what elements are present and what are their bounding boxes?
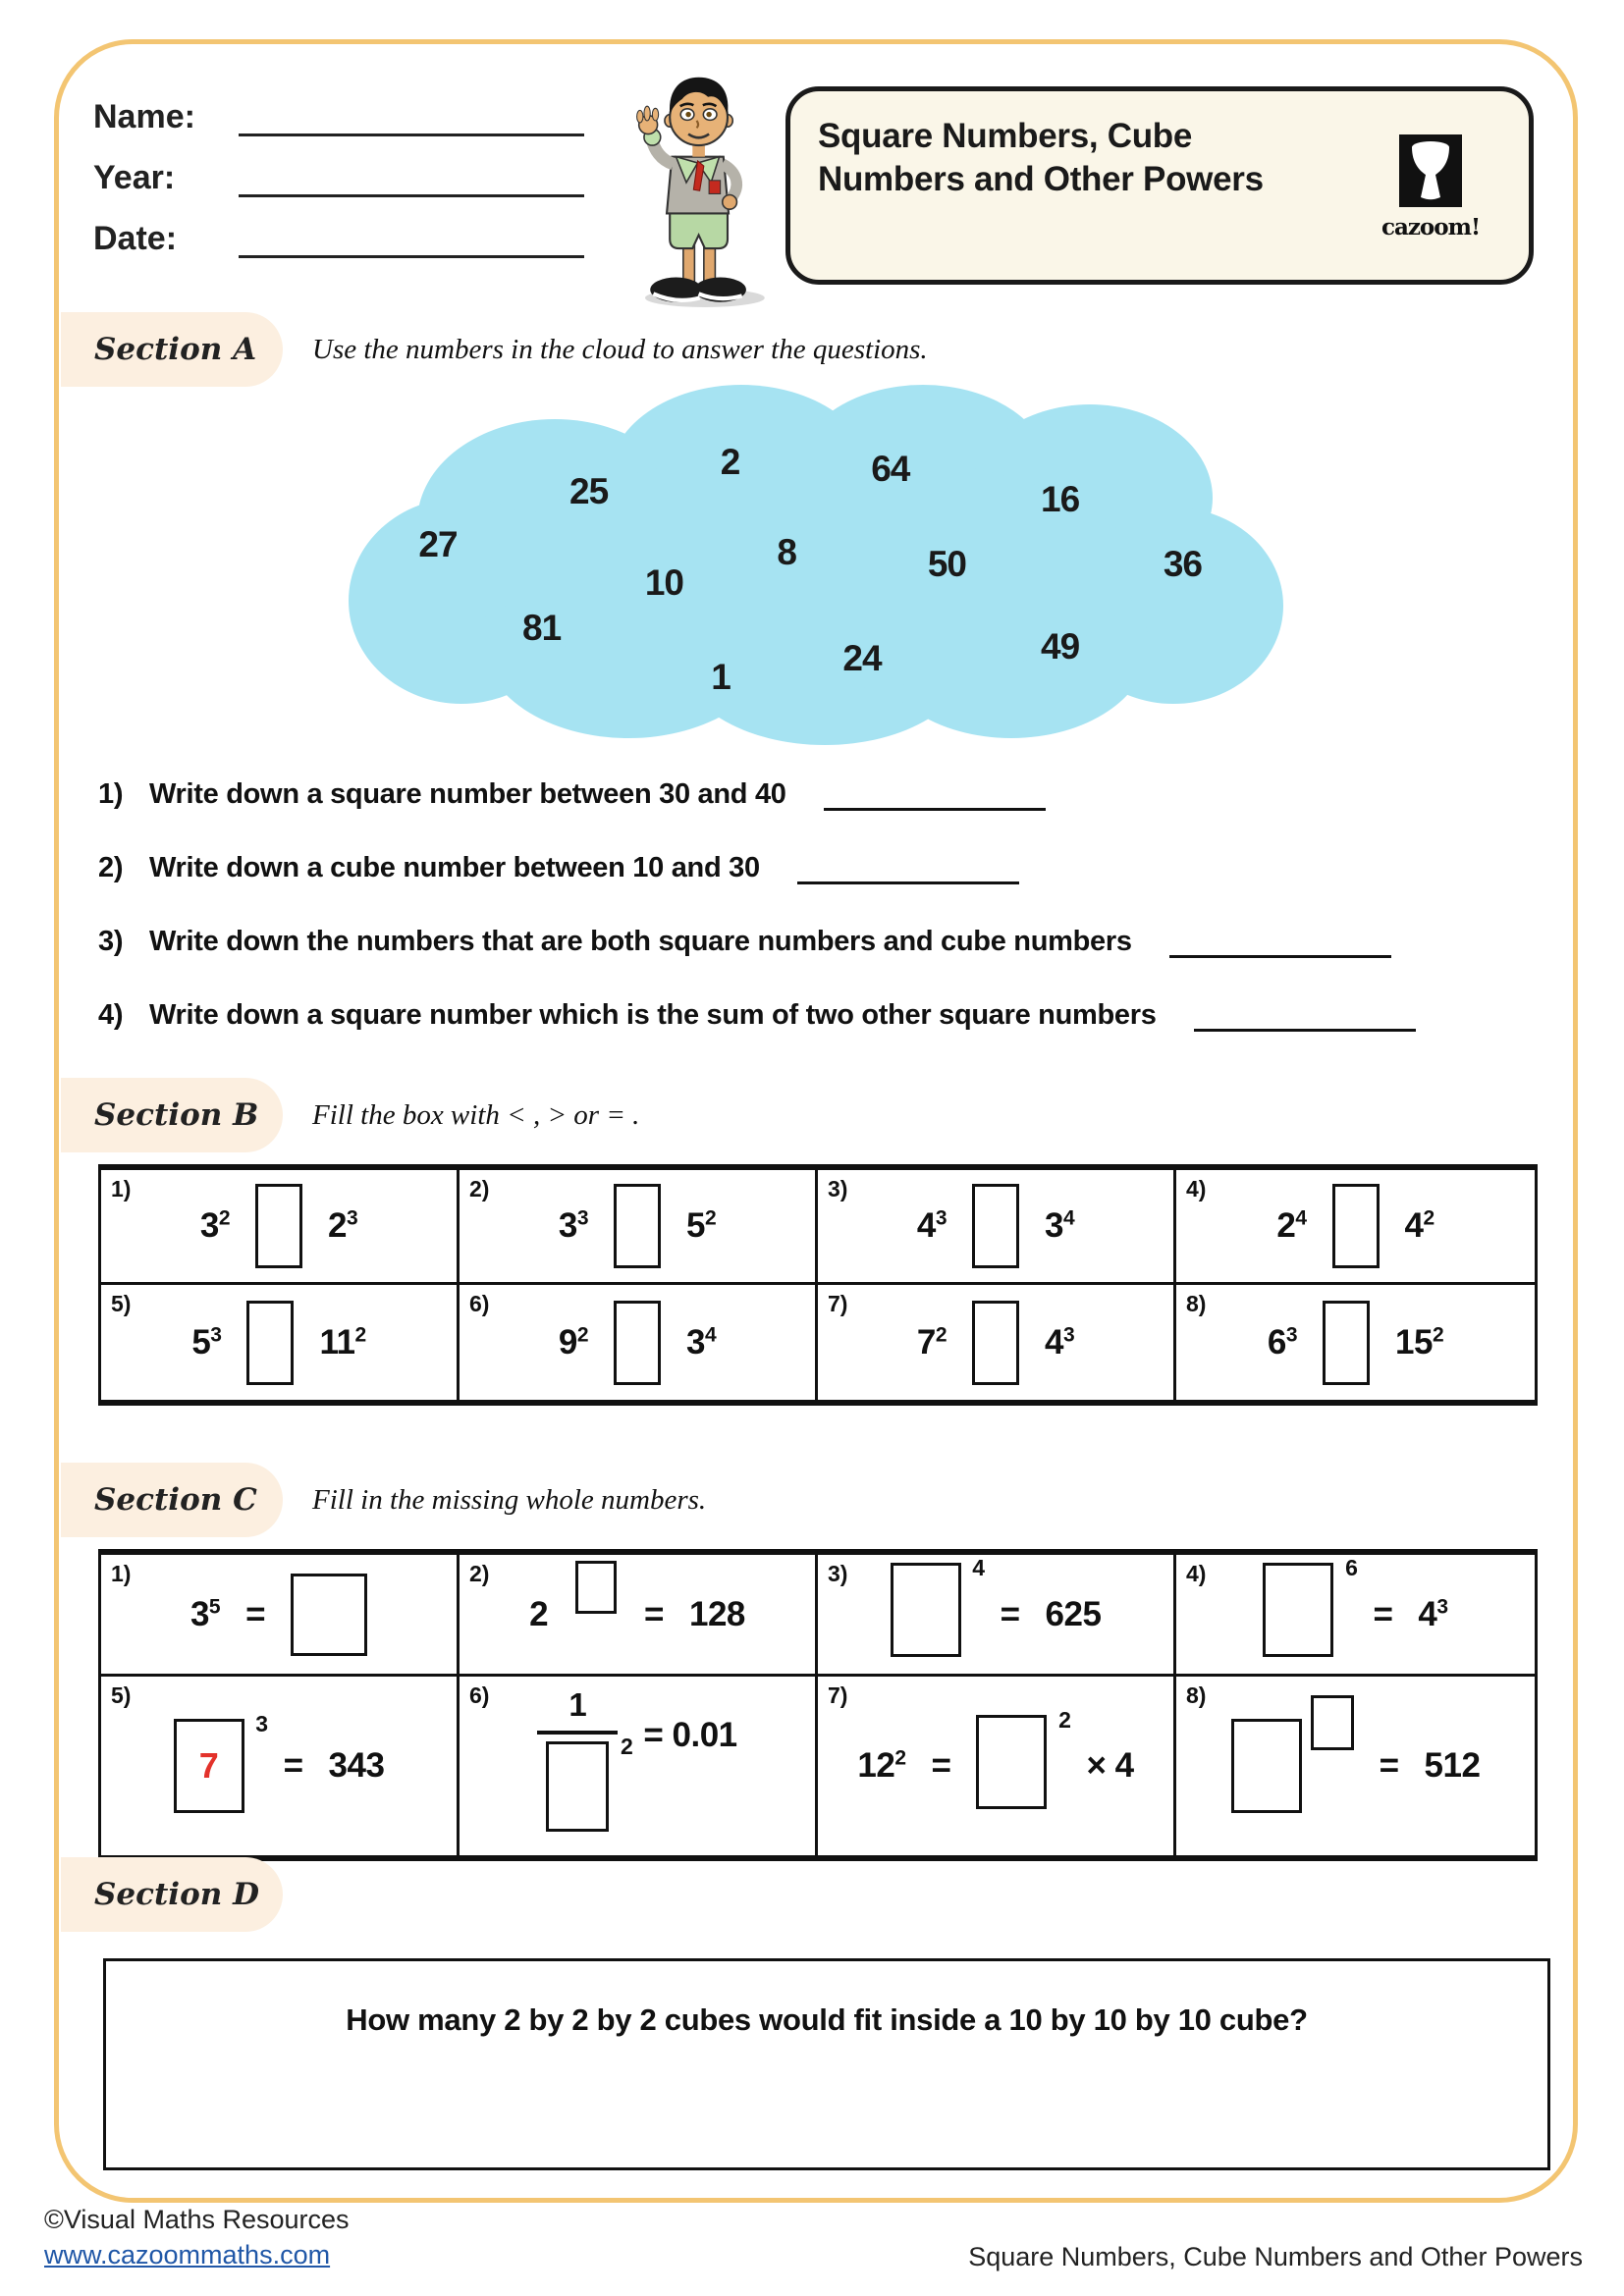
box-power: 2 [546, 1741, 609, 1841]
question-number: 1) [98, 778, 124, 810]
right-power: $3^4$ [1045, 1206, 1075, 1245]
answer-line-4[interactable] [1194, 1002, 1416, 1032]
comparison-answer-box[interactable] [246, 1301, 294, 1385]
section-b-band [61, 1078, 283, 1152]
section-c-problem-5 [101, 1677, 460, 1855]
cloud-number-16: 16 [1041, 479, 1080, 520]
cloud-number-2: 2 [720, 441, 740, 482]
problem-number: 2) [469, 1176, 490, 1201]
equals-sign: = [644, 1594, 664, 1633]
exponent-answer-box[interactable] [1311, 1695, 1354, 1750]
base-number: 2 [529, 1594, 549, 1633]
equals-sign: = [643, 1716, 664, 1754]
section-c-band [61, 1463, 283, 1537]
problem-number: 4) [1186, 1561, 1207, 1586]
section-c-table [98, 1549, 1538, 1861]
right-power: $4^2$ [1404, 1206, 1435, 1245]
equals-sign: = [283, 1746, 303, 1785]
problem-number: 8) [1186, 1291, 1207, 1316]
comparison-expression [1176, 1170, 1535, 1282]
section-a-band [61, 312, 283, 387]
section-b-problem [818, 1170, 1176, 1285]
section-c-problem-3 [818, 1555, 1176, 1677]
section-b-problem [818, 1285, 1176, 1400]
comparison-expression [818, 1285, 1173, 1400]
header-field-date [93, 220, 584, 281]
section-c-instruction: Fill in the missing whole numbers. [312, 1484, 707, 1516]
date-input-line[interactable] [239, 225, 584, 258]
question-text: Write down a square number which is the sum of two other square numbers [149, 999, 1157, 1031]
footer-worksheet-title: Square Numbers, Cube Numbers and Other Powers [968, 2242, 1583, 2271]
question-number: 3) [98, 926, 124, 957]
section-b-problem [1176, 1170, 1535, 1285]
result-value: 625 [1045, 1594, 1102, 1633]
answer-line-3[interactable] [1169, 929, 1391, 958]
cazoom-drum-icon [1399, 134, 1462, 207]
result-value: 343 [328, 1746, 385, 1785]
footer-website-link[interactable]: www.cazoommaths.com [44, 2240, 331, 2269]
problem-number: 3) [828, 1561, 848, 1586]
name-input-line[interactable] [239, 103, 584, 136]
cloud-number-10: 10 [644, 561, 683, 603]
section-d-answer-box[interactable] [103, 1958, 1550, 2170]
section-a-questions [98, 778, 1551, 1083]
section-d-band [61, 1857, 283, 1932]
filled-answer: 7 [198, 1745, 219, 1786]
right-power: $2^3$ [328, 1206, 358, 1245]
answer-box[interactable] [291, 1574, 367, 1656]
right-power: $5^2$ [686, 1206, 717, 1245]
exponent-answer-box[interactable] [575, 1561, 617, 1614]
problem-number: 5) [111, 1291, 132, 1316]
cloud-number-36: 36 [1163, 543, 1202, 584]
problem-number: 2) [469, 1561, 490, 1586]
answer-box[interactable] [891, 1563, 961, 1657]
cloud-number-50: 50 [927, 543, 966, 584]
problem-number: 8) [1186, 1682, 1207, 1708]
cloud-number-64: 64 [871, 449, 910, 490]
footer-copyright: ©Visual Maths Resources [44, 2205, 350, 2234]
question-number: 4) [98, 999, 124, 1031]
box-power: 2 [976, 1715, 1047, 1818]
problem-number: 5) [111, 1682, 132, 1708]
date-label: Date: [93, 220, 178, 257]
section-b-problem [460, 1170, 818, 1285]
section-c-problem-6 [460, 1677, 818, 1855]
section-d-question: How many 2 by 2 by 2 cubes would fit inside a 10 by 10 by 10 cube? [346, 2002, 1308, 2037]
comparison-answer-box[interactable] [614, 1301, 661, 1385]
box-power: 7 3 [174, 1719, 244, 1813]
comparison-answer-box[interactable] [1323, 1301, 1370, 1385]
comparison-answer-box[interactable] [972, 1301, 1019, 1385]
section-c-problem-8 [1176, 1677, 1535, 1855]
numerator: 1 [568, 1686, 587, 1723]
section-c-label: Section C [94, 1482, 257, 1518]
cloud-number-8: 8 [777, 531, 796, 572]
cloud-number-24: 24 [842, 637, 882, 678]
left-power: $5^3$ [191, 1322, 222, 1362]
box-power: 4 [891, 1563, 961, 1666]
problem-number: 6) [469, 1291, 490, 1316]
answer-box[interactable] [1263, 1563, 1333, 1657]
times-factor: × 4 [1086, 1746, 1134, 1785]
right-power: $15^2$ [1395, 1322, 1444, 1362]
year-label: Year: [93, 159, 176, 196]
equals-sign: = [1000, 1594, 1020, 1633]
comparison-answer-box[interactable] [614, 1184, 661, 1268]
section-c-problem-7 [818, 1677, 1176, 1855]
section-b-problem [1176, 1285, 1535, 1400]
cloud-number-1: 1 [711, 657, 731, 697]
fraction [537, 1686, 633, 1841]
problem-number: 1) [111, 1176, 132, 1201]
question-text: Write down the numbers that are both square numbers and cube numbers [149, 926, 1132, 957]
worksheet-title: Square Numbers, Cube Numbers and Other Powers [818, 117, 1264, 199]
name-label: Name: [93, 98, 195, 135]
box-power: 6 [1263, 1563, 1333, 1666]
left-power: $3^3$ [558, 1206, 588, 1245]
question-row-2 [98, 852, 1019, 884]
header-fields [93, 98, 584, 281]
comparison-answer-box[interactable] [972, 1184, 1019, 1268]
result-value: 128 [689, 1594, 745, 1633]
question-row-1 [98, 778, 1046, 811]
left-power: $3^2$ [199, 1206, 230, 1245]
section-c-problem-1 [101, 1555, 460, 1677]
question-text: Write down a square number between 30 and 40 [149, 778, 786, 810]
equals-sign: = [1373, 1594, 1393, 1633]
right-power: $3^4$ [686, 1322, 717, 1362]
right-power: $11^2$ [319, 1322, 366, 1362]
comparison-expression [1176, 1285, 1535, 1400]
comparison-expression [460, 1285, 815, 1400]
header-field-name [93, 98, 584, 159]
section-c-problem-4 [1176, 1555, 1535, 1677]
problem-number: 1) [111, 1561, 132, 1586]
right-power: $4^3$ [1045, 1322, 1075, 1362]
section-c-problem-2 [460, 1555, 818, 1677]
answer-box-filled[interactable] [174, 1719, 244, 1813]
problem-number: 7) [828, 1682, 848, 1708]
left-power: $7^2$ [916, 1322, 947, 1362]
cloud-number-49: 49 [1041, 626, 1080, 667]
question-text: Write down a cube number between 10 and 30 [149, 852, 760, 883]
section-b-problem [101, 1170, 460, 1285]
question-row-4 [98, 999, 1416, 1032]
section-d-label: Section D [94, 1877, 259, 1912]
cloud-number-81: 81 [522, 607, 562, 648]
problem-number: 3) [828, 1176, 848, 1201]
section-b-label: Section B [94, 1097, 259, 1133]
comparison-expression [818, 1170, 1173, 1282]
problem-number: 4) [1186, 1176, 1207, 1201]
left-power: $4^3$ [916, 1206, 947, 1245]
section-b-problem [460, 1285, 818, 1400]
comparison-answer-box[interactable] [1332, 1184, 1380, 1268]
comparison-expression [101, 1170, 457, 1282]
year-input-line[interactable] [239, 164, 584, 197]
cloud-number-27: 27 [418, 524, 458, 565]
schoolboy-illustration [601, 61, 792, 308]
base-answer-box[interactable] [1231, 1719, 1302, 1813]
number-cloud [344, 375, 1286, 753]
section-a-instruction: Use the numbers in the cloud to answer the questions. [312, 334, 928, 365]
result-power: $4^3$ [1418, 1594, 1448, 1633]
question-row-3 [98, 926, 1391, 958]
section-b-table [98, 1164, 1538, 1406]
result-value: 0.01 [672, 1716, 737, 1754]
answer-line-2[interactable] [797, 855, 1019, 884]
fraction-bar [537, 1731, 618, 1735]
cloud-shape [344, 375, 1286, 753]
header-field-year [93, 159, 584, 220]
left-power: $2^4$ [1276, 1206, 1307, 1245]
box-power [1231, 1719, 1354, 1813]
section-b-problem [101, 1285, 460, 1400]
left-power: $9^2$ [558, 1322, 588, 1362]
answer-line-1[interactable] [824, 781, 1046, 811]
question-number: 2) [98, 852, 124, 883]
cazoom-logo-text: cazoom! [1380, 214, 1481, 240]
cloud-number-25: 25 [569, 471, 609, 512]
equals-sign: = [931, 1746, 951, 1785]
left-power: $6^3$ [1267, 1322, 1298, 1362]
section-a-label: Section A [94, 332, 257, 367]
worksheet-title-box [785, 86, 1534, 285]
problem-number: 6) [469, 1682, 490, 1708]
comparison-expression [460, 1170, 815, 1282]
section-b-instruction: Fill the box with < , > or = . [312, 1099, 640, 1131]
cazoom-logo [1372, 134, 1489, 240]
answer-box[interactable] [976, 1715, 1047, 1809]
answer-box[interactable] [546, 1741, 609, 1832]
comparison-expression [101, 1285, 457, 1400]
equals-sign: = [1379, 1746, 1399, 1785]
comparison-answer-box[interactable] [255, 1184, 302, 1268]
result-value: 512 [1424, 1746, 1481, 1785]
left-power: $12^2$ [857, 1746, 906, 1785]
equals-sign: = [245, 1594, 266, 1633]
power: $3^5$ [189, 1594, 221, 1633]
problem-number: 7) [828, 1291, 848, 1316]
